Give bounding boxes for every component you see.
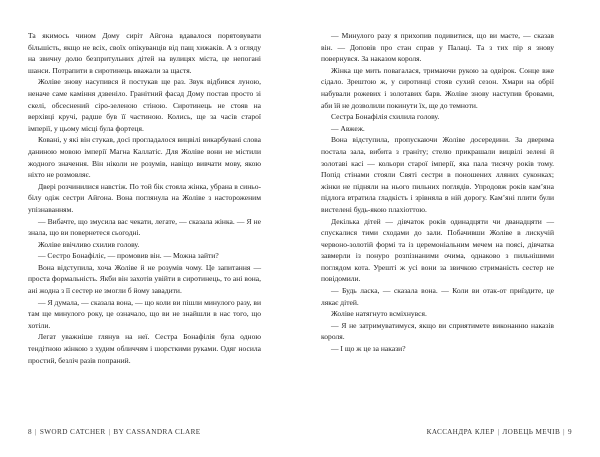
dialogue-line: — І що ж це за накази? bbox=[331, 344, 406, 354]
paragraph: Та якимось чином Дому сиріт Айгона вдавалося порятовувати більшість, якщо не всіх, своїх опікуванців від пащ хижаків. А з огляду на звичну долю безпритульних дітей на вулицях міста, це непогані шанси. Потрапити в сиротинець вважали за щастя. bbox=[28, 31, 261, 75]
paragraph: Легат уважніше глянув на неї. Сестра Бонафілія була одною тендітною жінкою з худим обличчям і шорсткими руками. Одяг носила простий, безліч разів попраний. bbox=[28, 332, 261, 365]
dialogue-line: — Минулого разу я прихопив подивитися, що ви маєте, — сказав він. — Доповів про стан справ у Палаці. Та з тих пір я знову повернувся. За наказом короля. bbox=[321, 31, 554, 64]
right-page-footer bbox=[427, 428, 572, 436]
footer-separator: | bbox=[35, 428, 37, 436]
dialogue-line: — Будь ласка, — сказала вона. — Коли ви отак-от приїздите, це лякає дітей. bbox=[321, 286, 554, 307]
dialogue-line: — Вибачте, що змусила вас чекати, легате, — сказала жінка. — Я не знала, що ви повернетеся сьогодні. bbox=[28, 216, 261, 238]
dialogue-line: — Сестро Бонафіліє, — промовив він. — Можна зайти? bbox=[38, 251, 219, 261]
right-page bbox=[321, 30, 554, 355]
paragraph: Жоліве ввічливо схилив голову. bbox=[38, 239, 140, 249]
dialogue-line: — Авжеж. bbox=[331, 123, 365, 133]
book-title: ЛОВЕЦЬ МЕЧІВ bbox=[502, 428, 561, 436]
book-title: SWORD CATCHER bbox=[39, 428, 106, 436]
paragraph: Жінка ще мить повагалася, тримаючи рукою за одвірок. Сонце вже сідало. Зрештою ж, у сиротинці стояв сухий сезон. Хмари на обрії набували рожевих і золотавих барв. Жоліве знову наступив бровами, аби їй не дозволили покинути їх, ще до темноти. bbox=[321, 65, 554, 110]
footer-separator: | bbox=[497, 428, 500, 436]
dialogue-line: — Я не затримуватимуся, якщо ви сприятимете виконанню наказів короля. bbox=[321, 320, 554, 342]
paragraph: Вона відступила, хоча Жоліве й не розумів чому. Це запитання — проста формальність. Якби він захотів увійти в сиротинець, то ані вона, ані жодна з її сестер не змогли б йому завадити. bbox=[28, 262, 261, 296]
paragraph: Декілька дітей — дівчаток років одинадцяти чи дванадцяти — спускалися тими сходами до зали. Побачивши Жоліве в лискучій червоно-золотій формі та із церемоніальним мечем на поясі, дівчатка завмерли із понуро розпізнаними очима, однаково з пильнішими поглядом кота. Урешті ж усі вони за звичкою стриманість сестер не повідомили. bbox=[321, 216, 554, 284]
paragraph: Двері розчинилися навстіж. По той бік стояла жінка, убрана в синьо-білу одіж сестри Айгона. Вона поглянула на Жоліве з настороженим упізнаванням. bbox=[28, 181, 261, 214]
paragraph: Жоліве натягнуто всміхнувся. bbox=[331, 309, 427, 319]
paragraph: Вона відступила, пропускаючи Жоліве досередини. За дверима постала зала, вибита з граніту; стелю прикрашали вицвілі зелені й золотаві касі — кольори старої імперії, яка пала тисячу років тому. Попід стінами стояли Святі сестри в поношених лляних суконках; жінки не підняли на нього пильних поглядів. Упродовж років кам’яна підлога втратила гладкість і зрівняла в ній дорогу. Кам’яні плити були вистелені будь-якою плахіоттою. bbox=[321, 135, 554, 214]
paragraph: Сестра Бонафілія схилила голову. bbox=[331, 112, 440, 122]
left-page-footer bbox=[28, 428, 201, 436]
page-number: 9 bbox=[568, 428, 572, 436]
paragraph: Ковані, у які він стукав, досі прогладалося вицвілі викарбувані слова даниною мовою імперії Магна Каллатіс. Для Жоліве вони не містили жодного значення. Він ніколи не розумів, навіщо вивчати мову, якою ніхто не розмовляє. bbox=[28, 135, 261, 180]
book-author: BY CASSANDRA CLARE bbox=[113, 428, 201, 436]
footer-separator: | bbox=[563, 428, 565, 436]
book-author: КАССАНДРА КЛЕР bbox=[426, 428, 495, 436]
paragraph: Жоліве знову насупився й постукав ще раз. Звук відбився луною, неначе саме каміння дзвеніло. Гранітний фасад Дому постав просто зі скелі, обсеснений сіро-зеленою стіною. Сиротинець не стояв на верхівці кручі, радше був її частиною. Колись, ще за часів старої імперії, у цьому місці була фортеця. bbox=[28, 77, 261, 133]
footer-separator: | bbox=[108, 428, 111, 436]
left-page bbox=[28, 30, 261, 366]
dialogue-line: — Я думала, — сказала вона, — що коли ви пішли минулого разу, ви там ще минулого року, це означало, що ви не знайшли в нас того, що хотіли. bbox=[28, 297, 261, 330]
page-number: 8 bbox=[28, 428, 32, 436]
